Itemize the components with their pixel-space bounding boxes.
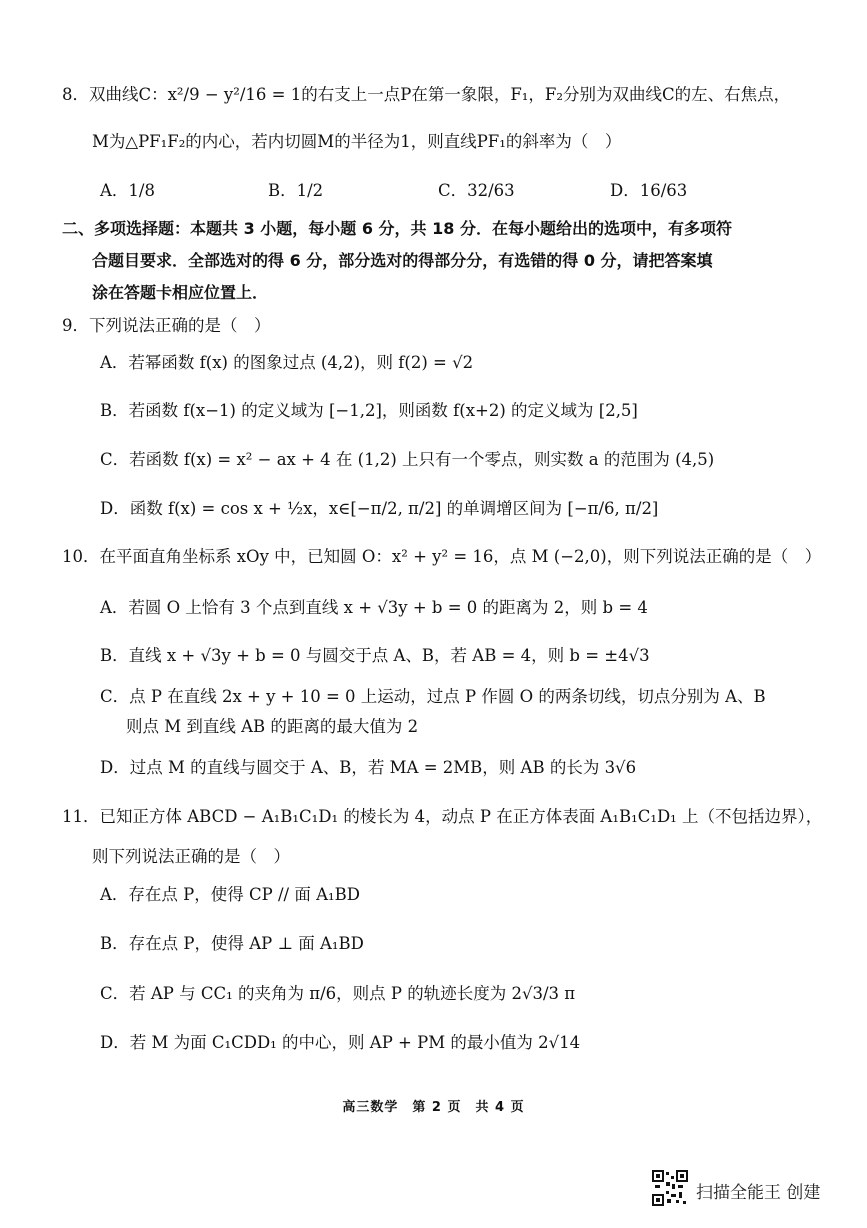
q11-option-c: C．若 AP 与 CC₁ 的夹角为 π/6，则点 P 的轨迹长度为 2√3/3 π xyxy=(100,984,576,1003)
q10-stem: 10．在平面直角坐标系 xOy 中，已知圆 O：x² + y² = 16，点 M (−2,0)，则下列说法正确的是（ ） xyxy=(62,547,822,566)
q11-line2: 则下列说法正确的是（ ） xyxy=(92,847,290,866)
q11-option-d: D．若 M 为面 C₁CDD₁ 的中心，则 AP + PM 的最小值为 2√14 xyxy=(100,1033,581,1052)
q8-option-d: D．16/63 xyxy=(610,181,688,200)
q10-option-a: A．若圆 O 上恰有 3 个点到直线 x + √3y + b = 0 的距离为 2，则 b = 4 xyxy=(100,598,648,617)
section2-line1: 二、多项选择题：本题共 3 小题，每小题 6 分，共 18 分．在每小题给出的选项中，有多项符 xyxy=(62,219,732,238)
q11-option-a: A．存在点 P，使得 CP // 面 A₁BD xyxy=(100,885,360,904)
q11-line1: 11．已知正方体 ABCD − A₁B₁C₁D₁ 的棱长为 4，动点 P 在正方体表面 A₁B₁C₁D₁ 上（不包括边界）， xyxy=(62,807,823,826)
q10-option-d: D．过点 M 的直线与圆交于 A、B，若 MA = 2MB，则 AB 的长为 3√6 xyxy=(100,758,637,777)
q9-stem: 9．下列说法正确的是（ ） xyxy=(62,316,271,335)
q10-option-c-line2: 则点 M 到直线 AB 的距离的最大值为 2 xyxy=(126,717,419,736)
q10-option-b: B．直线 x + √3y + b = 0 与圆交于点 A、B，若 AB = 4，则 b = ±4√3 xyxy=(100,646,650,665)
q9-option-c: C．若函数 f(x) = x² − ax + 4 在 (1,2) 上只有一个零点，则实数 a 的范围为 (4,5) xyxy=(100,450,715,469)
scanner-badge-text: 扫描全能王 创建 xyxy=(696,1183,821,1203)
q9-option-d: D．函数 f(x) = cos x + ½x，x∈[−π/2, π/2] 的单调增区间为 [−π/6, π/2] xyxy=(100,499,659,518)
q9-option-a: A．若幂函数 f(x) 的图象过点 (4,2)，则 f(2) = √2 xyxy=(100,353,474,372)
q8-option-c: C．32/63 xyxy=(438,181,515,200)
section2-line3: 涂在答题卡相应位置上． xyxy=(92,283,269,302)
q9-option-b: B．若函数 f(x−1) 的定义域为 [−1,2]，则函数 f(x+2) 的定义域为 [2,5] xyxy=(100,401,638,420)
q8-line1: 8．双曲线C：x²/9 − y²/16 = 1的右支上一点P在第一象限，F₁，F₂分别为双曲线C的左、右焦点， xyxy=(62,85,791,104)
q10-option-c-line1: C．点 P 在直线 2x + y + 10 = 0 上运动，过点 P 作圆 O 的两条切线，切点分别为 A、B xyxy=(100,687,766,706)
q8-line2: M为△PF₁F₂的内心，若内切圆M的半径为1，则直线PF₁的斜率为（ ） xyxy=(92,132,622,151)
section2-line2: 合题目要求．全部选对的得 6 分，部分选对的得部分分，有选错的得 0 分，请把答案填 xyxy=(92,251,713,270)
q11-option-b: B．存在点 P，使得 AP ⊥ 面 A₁BD xyxy=(100,934,364,953)
q8-option-a: A．1/8 xyxy=(100,181,155,200)
q8-option-b: B．1/2 xyxy=(268,181,324,200)
qr-code-icon xyxy=(652,1170,688,1206)
scanner-badge xyxy=(652,1170,852,1210)
page-footer: 高三数学 第 2 页 共 4 页 xyxy=(342,1100,525,1115)
